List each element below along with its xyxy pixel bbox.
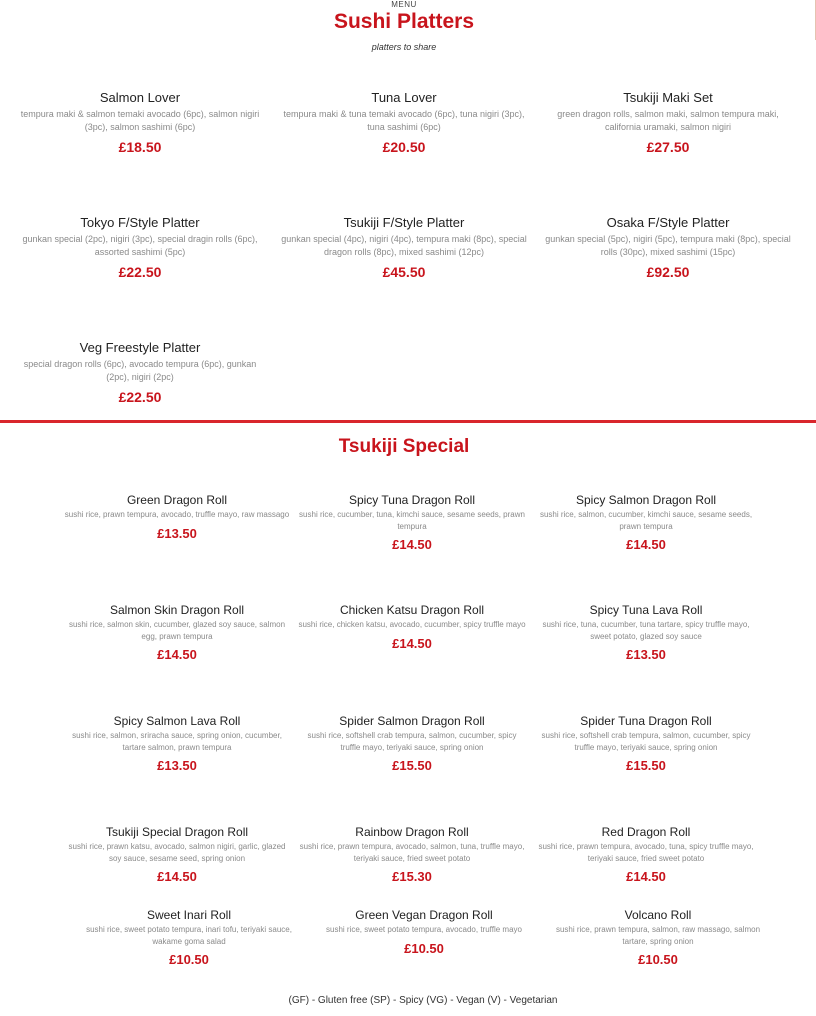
special-name: Volcano Roll — [624, 908, 692, 922]
platter-price: £20.50 — [382, 139, 426, 156]
special-name: Chicken Katsu Dragon Roll — [339, 603, 485, 617]
special-description: sushi rice, chicken katsu, avocado, cucumber, spicy truffle mayo — [298, 620, 526, 629]
special-item — [297, 825, 527, 884]
special-section-title: Tsukiji Special — [338, 436, 470, 457]
platter-description: gunkan special (5pc), nigiri (5pc), tempura maki (8pc), special rolls (30pc), mixed sashimi (15pc) — [545, 234, 791, 258]
special-description: sushi rice, salmon, cucumber, kimchi sauce, sesame seeds, prawn tempura — [539, 510, 753, 531]
special-description: sushi rice, salmon skin, cucumber, glazed soy sauce, salmon egg, prawn tempura — [68, 620, 286, 641]
special-price: £15.30 — [392, 869, 432, 885]
special-name: Spicy Salmon Dragon Roll — [575, 493, 717, 507]
special-item — [74, 908, 304, 967]
platter-item — [276, 90, 532, 155]
special-item — [531, 825, 761, 884]
special-description: sushi rice, tuna, cucumber, tuna tartare, spicy truffle mayo, sweet potato, glazed soy sauce — [542, 620, 750, 641]
special-price: £14.50 — [392, 635, 432, 651]
special-description: sushi rice, salmon, sriracha sauce, spring onion, cucumber, tartare salmon, prawn tempura — [72, 731, 282, 752]
special-description: sushi rice, softshell crab tempura, salmon, cucumber, spicy truffle mayo, teriyaki sauce, spring onion — [307, 731, 517, 752]
platter-price: £45.50 — [382, 264, 426, 281]
special-item — [309, 908, 539, 956]
special-name: Tsukiji Special Dragon Roll — [105, 825, 249, 839]
platter-item — [540, 215, 796, 280]
platter-price: £22.50 — [118, 264, 162, 281]
platter-name: Tokyo F/Style Platter — [80, 215, 200, 230]
special-price: £15.50 — [626, 758, 666, 774]
platter-item — [12, 340, 268, 405]
special-description: sushi rice, prawn tempura, avocado, truffle mayo, raw massago — [64, 510, 290, 519]
special-description: sushi rice, sweet potato tempura, avocado, truffle mayo — [326, 925, 522, 934]
special-item — [531, 493, 761, 552]
special-price: £14.50 — [157, 869, 197, 885]
special-description: sushi rice, prawn tempura, avocado, tuna, spicy truffle mayo, teriyaki sauce, fried sweet potato — [538, 842, 754, 863]
special-name: Salmon Skin Dragon Roll — [109, 603, 245, 617]
special-description: sushi rice, cucumber, tuna, kimchi sauce, sesame seeds, prawn tempura — [299, 510, 525, 531]
platter-name: Salmon Lover — [99, 90, 181, 105]
special-price: £13.50 — [626, 647, 666, 663]
platter-name: Tsukiji F/Style Platter — [343, 215, 465, 230]
page-title: Sushi Platters — [333, 10, 475, 33]
platter-item — [12, 90, 268, 155]
special-name: Green Dragon Roll — [126, 493, 228, 507]
special-name: Spicy Salmon Lava Roll — [113, 714, 241, 728]
menu-kicker: MENU — [391, 0, 417, 9]
special-price: £14.50 — [392, 537, 432, 553]
special-item — [62, 825, 292, 884]
special-name: Rainbow Dragon Roll — [355, 825, 469, 839]
platter-item — [276, 215, 532, 280]
platter-name: Veg Freestyle Platter — [79, 340, 201, 355]
special-item — [62, 714, 292, 773]
special-name: Sweet Inari Roll — [146, 908, 232, 922]
platter-description: green dragon rolls, salmon maki, salmon tempura maki, california uramaki, salmon nigiri — [557, 109, 779, 133]
special-description: sushi rice, prawn katsu, avocado, salmon nigiri, garlic, glazed soy sauce, sesame seed, spring onion — [68, 842, 286, 863]
special-price: £14.50 — [626, 537, 666, 553]
platter-price: £27.50 — [646, 139, 690, 156]
platter-price: £18.50 — [118, 139, 162, 156]
platter-description: tempura maki & salmon temaki avocado (6pc), salmon nigiri (3pc), salmon sashimi (6pc) — [20, 109, 260, 133]
page-subtitle: platters to share — [371, 42, 437, 52]
special-name: Spider Salmon Dragon Roll — [339, 714, 485, 728]
special-name: Spicy Tuna Dragon Roll — [348, 493, 476, 507]
special-item — [62, 493, 292, 541]
special-price: £10.50 — [169, 952, 209, 968]
special-item — [297, 603, 527, 651]
platter-description: tempura maki & tuna temaki avocado (6pc), tuna nigiri (3pc), tuna sashimi (6pc) — [283, 109, 525, 133]
special-item — [297, 714, 527, 773]
special-price: £14.50 — [157, 647, 197, 663]
platter-description: special dragon rolls (6pc), avocado tempura (6pc), gunkan (2pc), nigiri (2pc) — [23, 359, 257, 383]
platter-item — [540, 90, 796, 155]
dietary-legend: (GF) - Gluten free (SP) - Spicy (VG) - Vegan (V) - Vegetarian — [288, 995, 558, 1006]
special-description: sushi rice, softshell crab tempura, salmon, cucumber, spicy truffle mayo, teriyaki sauce, spring onion — [541, 731, 751, 752]
special-description: sushi rice, prawn tempura, avocado, salmon, tuna, truffle mayo, teriyaki sauce, fried sweet potato — [299, 842, 525, 863]
special-item — [297, 493, 527, 552]
special-price: £10.50 — [404, 940, 444, 956]
special-name: Green Vegan Dragon Roll — [355, 908, 493, 922]
special-item — [543, 908, 773, 967]
special-item — [62, 603, 292, 662]
platter-description: gunkan special (2pc), nigiri (3pc), special dragin rolls (6pc), assorted sashimi (5pc) — [22, 234, 258, 258]
special-name: Spicy Tuna Lava Roll — [589, 603, 703, 617]
platter-name: Tsukiji Maki Set — [623, 90, 713, 105]
special-item — [531, 603, 761, 662]
special-name: Red Dragon Roll — [601, 825, 691, 839]
platter-name: Tuna Lover — [371, 90, 437, 105]
section-divider — [0, 420, 816, 423]
special-price: £13.50 — [157, 758, 197, 774]
platter-description: gunkan special (4pc), nigiri (4pc), tempura maki (8pc), special dragon rolls (8pc), mixed sashimi (12pc) — [281, 234, 527, 258]
platter-price: £92.50 — [646, 264, 690, 281]
special-price: £14.50 — [626, 869, 666, 885]
special-price: £10.50 — [638, 952, 678, 968]
special-price: £15.50 — [392, 758, 432, 774]
platter-price: £22.50 — [118, 389, 162, 406]
platter-item — [12, 215, 268, 280]
special-item — [531, 714, 761, 773]
special-price: £13.50 — [157, 525, 197, 541]
special-description: sushi rice, sweet potato tempura, inari tofu, teriyaki sauce, wakame goma salad — [86, 925, 292, 946]
special-description: sushi rice, prawn tempura, salmon, raw massago, salmon tartare, spring onion — [555, 925, 761, 946]
special-name: Spider Tuna Dragon Roll — [580, 714, 712, 728]
platter-name: Osaka F/Style Platter — [606, 215, 730, 230]
